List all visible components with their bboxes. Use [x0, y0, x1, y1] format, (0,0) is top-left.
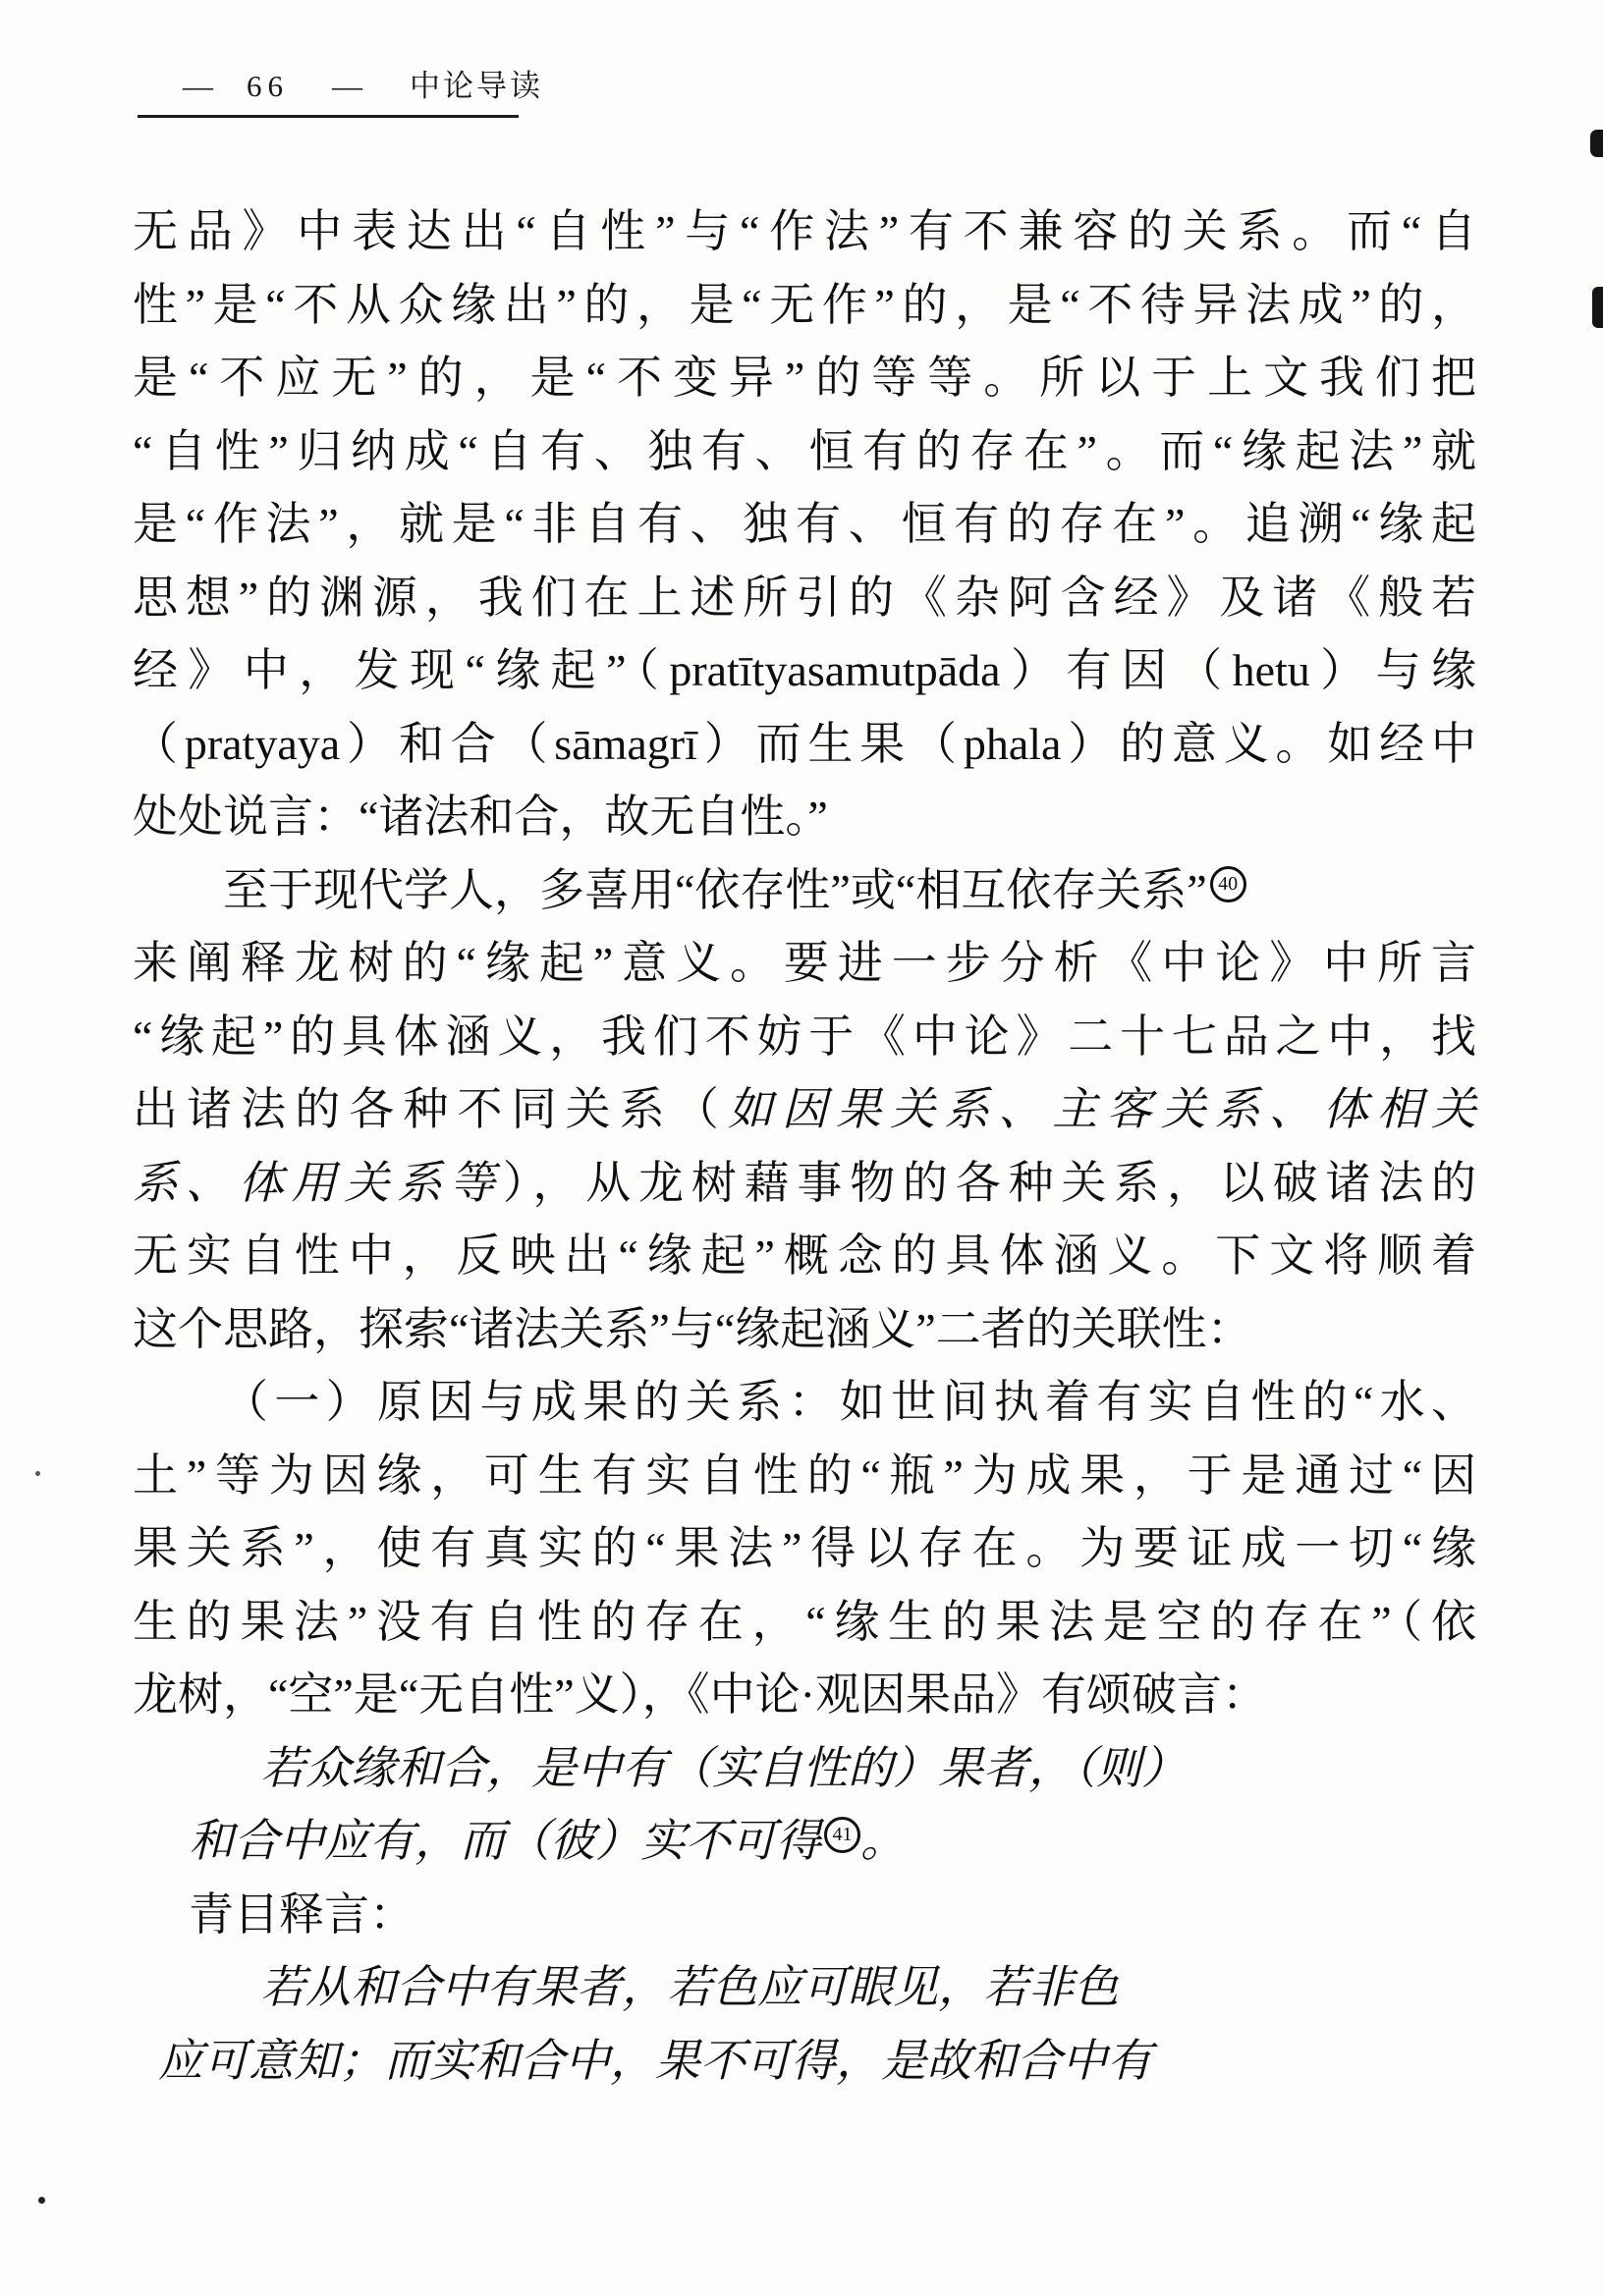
text-line: [133, 1366, 1476, 1440]
body-text: 来阐释龙树的“缘起”意义。要进一步分析《中论》中所言: [133, 938, 1476, 988]
footnote-ref: 41: [824, 1817, 860, 1853]
body-text: “缘起”的具体涵义，我们不妨于《中论》二十七品之中，找: [133, 1011, 1476, 1062]
body-text: 生的果法”没有自性的存在，“缘生的果法是空的存在”（依: [133, 1596, 1476, 1647]
body-text: 土”等为因缘，可生有实自性的“瓶”为成果，于是通过“因: [133, 1449, 1476, 1501]
text-line: [133, 1879, 1476, 1952]
text-line: [133, 634, 1476, 708]
text-line: [133, 854, 1476, 928]
quote-text: 如因果关系、主客关系、体相关: [727, 1084, 1477, 1134]
header-rule: [138, 115, 519, 118]
text-line: [133, 1732, 1476, 1806]
book-title: 中论导读: [410, 69, 543, 103]
text-line: [133, 1586, 1476, 1660]
scan-artifact: [1590, 130, 1603, 157]
text-line: [133, 708, 1476, 782]
body-text: 无品》中表达出“自性”与“作法”有不兼容的关系。而“自: [133, 206, 1476, 256]
quote-text: 应可意知；而实和合中，果不可得，是故和合中有: [158, 2035, 1152, 2086]
text-line: [133, 1659, 1476, 1732]
page-header: [183, 67, 543, 106]
body-text: 处处说言：“诸法和合，故无自性。”: [133, 792, 828, 842]
body-text: 出诸法的各种不同关系（: [133, 1084, 728, 1134]
text-line: [133, 1001, 1476, 1074]
body-text: 龙树，“空”是“无自性”义），《中论·观因果品》有颂破言：: [133, 1669, 1267, 1720]
text-line: [133, 927, 1476, 1001]
quote-text: 和合中应有，而（彼）实不可得: [189, 1816, 821, 1866]
scan-artifact: [1592, 287, 1603, 328]
body-text: （pratyaya）和合（sāmagrī）而生果（phala）的意义。如经中: [133, 718, 1476, 769]
quote-text: 。: [860, 1816, 906, 1866]
text-line: [133, 488, 1476, 562]
body-text: 至于现代学人，多喜用“依存性”或“相互依存关系”: [223, 864, 1207, 915]
text-line: [133, 1805, 1476, 1879]
header-dash-left: —: [183, 69, 213, 103]
body-text: （一）原因与成果的关系：如世间执着有实自性的“水、: [223, 1377, 1476, 1427]
body-text: 这个思路，探索“诸法关系”与“缘起涵义”二者的关联性：: [133, 1303, 1252, 1354]
text-line: [133, 415, 1476, 489]
body-text: 经》中，发现“缘起”（pratītyasamutpāda）有因（hetu）与缘: [133, 645, 1476, 695]
text-line: [133, 1293, 1476, 1367]
body-text: “自性”归纳成“自有、独有、恒有的存在”。而“缘起法”就: [133, 425, 1476, 476]
body-text: 性”是“不从众缘出”的，是“无作”的，是“不待异法成”的，: [133, 279, 1476, 330]
text-line: [133, 1951, 1476, 2025]
scan-artifact: [38, 2197, 45, 2204]
body-text: ），从龙树藉事物的各种关系，以破诸法的: [502, 1157, 1477, 1208]
footnote-ref: 40: [1210, 866, 1246, 902]
text-line: [133, 1512, 1476, 1586]
text-line: [133, 1147, 1476, 1221]
text-line: [133, 1073, 1476, 1147]
page-number: 66: [247, 69, 289, 103]
body-text: 是“作法”，就是“非自有、独有、恒有的存在”。追溯“缘起: [133, 499, 1476, 549]
body-text: 思想”的渊源，我们在上述所引的《杂阿含经》及诸《般若: [133, 572, 1476, 623]
quote-text: 若从和合中有果者，若色应可眼见，若非色: [260, 1962, 1119, 2012]
text-line: [133, 195, 1476, 269]
text-line: [133, 1440, 1476, 1513]
quote-text: 若众缘和合，是中有（实自性的）果者，（则）: [260, 1742, 1187, 1793]
body-text: 果关系”，使有真实的“果法”得以存在。为要证成一切“缘: [133, 1523, 1476, 1573]
scan-artifact: [35, 1471, 40, 1476]
body-text: 青目释言：: [189, 1888, 415, 1940]
quote-text: 系、体用关系等: [133, 1157, 503, 1208]
text-line: [133, 342, 1476, 415]
body-text: 是“不应无”的，是“不变异”的等等。所以于上文我们把: [133, 353, 1476, 403]
text-line: [133, 562, 1476, 635]
text-line: [133, 1220, 1476, 1293]
text-line: [133, 2025, 1476, 2099]
text-line: [133, 781, 1476, 854]
body-text: 无实自性中，反映出“缘起”概念的具体涵义。下文将顺着: [133, 1230, 1476, 1281]
text-line: [133, 269, 1476, 343]
header-dash-right: —: [332, 69, 362, 103]
text-body: [133, 195, 1476, 2098]
